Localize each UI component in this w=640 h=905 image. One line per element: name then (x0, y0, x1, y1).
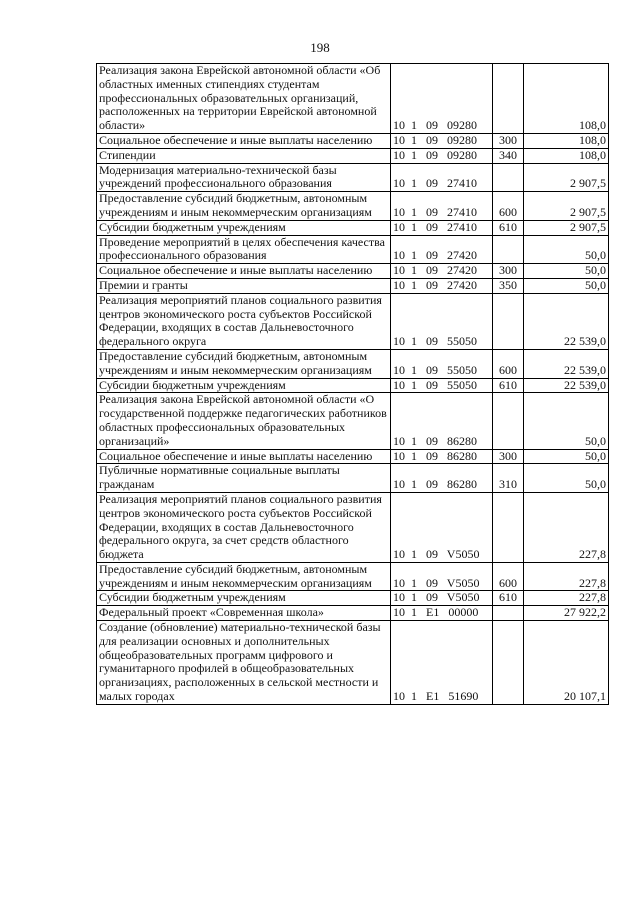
row-code-cell: 10 1 09 55050 (391, 378, 493, 393)
row-expense-type-cell: 610 (493, 220, 524, 235)
row-name-cell: Предоставление субсидий бюджетным, автономным учреждениям и иным некоммерческим организациям (97, 192, 391, 221)
row-expense-type-cell (493, 293, 524, 349)
row-sum-cell: 50,0 (524, 278, 609, 293)
row-sum-cell: 227,8 (524, 562, 609, 591)
row-code-cell: 10 1 09 55050 (391, 349, 493, 378)
row-sum-cell: 227,8 (524, 492, 609, 562)
row-name-cell: Модернизация материально-технической базы учреждений профессионального образования (97, 163, 391, 192)
table-row (97, 464, 609, 493)
row-expense-type-cell (493, 492, 524, 562)
row-code-cell: 10 1 09 27420 (391, 264, 493, 279)
table-row (97, 606, 609, 621)
table-row (97, 192, 609, 221)
row-code-cell: 10 1 09 V5050 (391, 591, 493, 606)
row-name-cell: Предоставление субсидий бюджетным, автономным учреждениям и иным некоммерческим организациям (97, 349, 391, 378)
row-code-cell: 10 1 09 V5050 (391, 492, 493, 562)
table-row (97, 492, 609, 562)
table-row (97, 562, 609, 591)
row-sum-cell: 2 907,5 (524, 163, 609, 192)
table-row (97, 133, 609, 148)
table-body (97, 64, 609, 705)
row-sum-cell: 50,0 (524, 393, 609, 449)
row-name-cell: Субсидии бюджетным учреждениям (97, 378, 391, 393)
row-name-cell: Стипендии (97, 148, 391, 163)
table-row (97, 591, 609, 606)
row-code-cell: 10 1 09 27410 (391, 163, 493, 192)
row-expense-type-cell: 300 (493, 449, 524, 464)
row-code-cell: 10 1 09 27410 (391, 220, 493, 235)
row-sum-cell: 50,0 (524, 464, 609, 493)
row-sum-cell: 20 107,1 (524, 621, 609, 705)
row-expense-type-cell: 340 (493, 148, 524, 163)
table-row (97, 349, 609, 378)
row-code-cell: 10 1 09 55050 (391, 293, 493, 349)
row-expense-type-cell (493, 621, 524, 705)
row-code-cell: 10 1 09 27420 (391, 278, 493, 293)
row-sum-cell: 108,0 (524, 64, 609, 134)
table-row (97, 220, 609, 235)
table-row (97, 393, 609, 449)
row-expense-type-cell: 300 (493, 133, 524, 148)
row-code-cell: 10 1 09 27420 (391, 235, 493, 264)
row-code-cell: 10 1 E1 00000 (391, 606, 493, 621)
row-expense-type-cell: 310 (493, 464, 524, 493)
row-sum-cell: 50,0 (524, 449, 609, 464)
row-sum-cell: 108,0 (524, 148, 609, 163)
row-name-cell: Проведение мероприятий в целях обеспечения качества профессионального образования (97, 235, 391, 264)
row-name-cell: Реализация мероприятий планов социального развития центров экономического роста субъектов Российской Федерации, входящих в состав Дальневосточного федерального округа (97, 293, 391, 349)
table-row (97, 278, 609, 293)
row-sum-cell: 22 539,0 (524, 293, 609, 349)
row-expense-type-cell (493, 163, 524, 192)
row-sum-cell: 27 922,2 (524, 606, 609, 621)
table-row (97, 235, 609, 264)
row-sum-cell: 108,0 (524, 133, 609, 148)
table-row (97, 449, 609, 464)
row-expense-type-cell (493, 393, 524, 449)
row-name-cell: Реализация мероприятий планов социального развития центров экономического роста субъектов Российской Федерации, входящих в состав Дальневосточного федерального округа, за счет средств областного бюджета (97, 492, 391, 562)
row-name-cell: Социальное обеспечение и иные выплаты населению (97, 264, 391, 279)
table-row (97, 64, 609, 134)
row-expense-type-cell (493, 235, 524, 264)
row-name-cell: Субсидии бюджетным учреждениям (97, 591, 391, 606)
row-expense-type-cell: 300 (493, 264, 524, 279)
row-expense-type-cell: 600 (493, 192, 524, 221)
row-code-cell: 10 1 09 86280 (391, 393, 493, 449)
row-code-cell: 10 1 09 V5050 (391, 562, 493, 591)
row-code-cell: 10 1 09 27410 (391, 192, 493, 221)
row-name-cell: Субсидии бюджетным учреждениям (97, 220, 391, 235)
row-name-cell: Федеральный проект «Современная школа» (97, 606, 391, 621)
row-expense-type-cell: 600 (493, 562, 524, 591)
row-code-cell: 10 1 09 09280 (391, 133, 493, 148)
row-sum-cell: 2 907,5 (524, 192, 609, 221)
row-name-cell: Социальное обеспечение и иные выплаты населению (97, 133, 391, 148)
table-row (97, 621, 609, 705)
row-code-cell: 10 1 09 09280 (391, 64, 493, 134)
budget-table (96, 63, 609, 705)
row-name-cell: Реализация закона Еврейской автономной области «Об областных именных стипендиях студентам профессиональных образовательных организаций, расположенных на территории Еврейской автономной области» (97, 64, 391, 134)
row-sum-cell: 50,0 (524, 235, 609, 264)
table-row (97, 293, 609, 349)
table-row (97, 148, 609, 163)
row-name-cell: Реализация закона Еврейской автономной области «О государственной поддержке педагогических работников областных профессиональных образовательных организаций» (97, 393, 391, 449)
page-number: 198 (310, 40, 330, 55)
row-code-cell: 10 1 E1 51690 (391, 621, 493, 705)
row-code-cell: 10 1 09 86280 (391, 464, 493, 493)
row-expense-type-cell (493, 606, 524, 621)
row-name-cell: Премии и гранты (97, 278, 391, 293)
row-expense-type-cell: 600 (493, 349, 524, 378)
row-name-cell: Публичные нормативные социальные выплаты гражданам (97, 464, 391, 493)
row-expense-type-cell: 350 (493, 278, 524, 293)
row-expense-type-cell: 610 (493, 591, 524, 606)
table-row (97, 378, 609, 393)
row-sum-cell: 22 539,0 (524, 349, 609, 378)
row-expense-type-cell: 610 (493, 378, 524, 393)
row-code-cell: 10 1 09 86280 (391, 449, 493, 464)
table-row (97, 163, 609, 192)
row-sum-cell: 2 907,5 (524, 220, 609, 235)
row-expense-type-cell (493, 64, 524, 134)
row-sum-cell: 50,0 (524, 264, 609, 279)
row-code-cell: 10 1 09 09280 (391, 148, 493, 163)
row-name-cell: Социальное обеспечение и иные выплаты населению (97, 449, 391, 464)
row-name-cell: Предоставление субсидий бюджетным, автономным учреждениям и иным некоммерческим организациям (97, 562, 391, 591)
table-row (97, 264, 609, 279)
row-sum-cell: 227,8 (524, 591, 609, 606)
row-sum-cell: 22 539,0 (524, 378, 609, 393)
row-name-cell: Создание (обновление) материально-технической базы для реализации основных и дополнительных общеобразовательных программ цифрового и гуманитарного профилей в общеобразовательных организациях, расположенных в сельской местности и малых городах (97, 621, 391, 705)
